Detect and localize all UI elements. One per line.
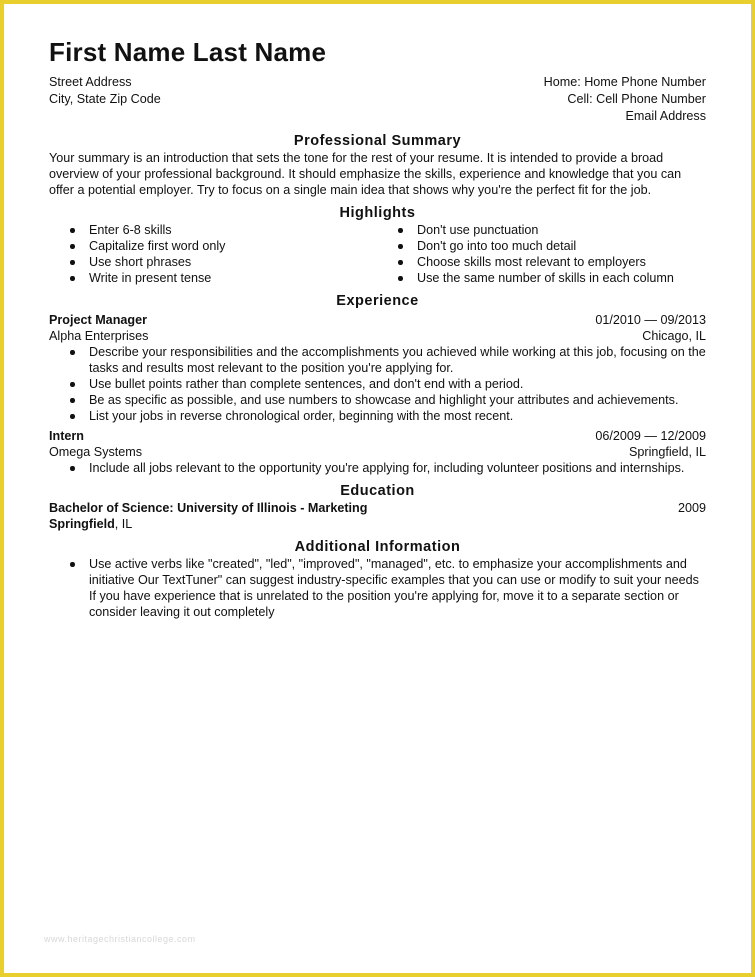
education-heading: Education bbox=[340, 483, 415, 499]
job-bullet: Include all jobs relevant to the opportunity you're applying for, including volunteer positions and internships. bbox=[49, 460, 706, 476]
highlight-item: Choose skills most relevant to employers bbox=[377, 254, 674, 270]
job-location: Springfield, IL bbox=[628, 445, 706, 459]
job-bullets bbox=[49, 344, 706, 424]
highlight-item: Don't go into too much detail bbox=[377, 238, 674, 254]
watermark-text: www.heritagechristiancollege.com bbox=[44, 934, 196, 944]
job-company-row bbox=[49, 444, 706, 460]
job-bullet: List your jobs in reverse chronological order, beginning with the most recent. bbox=[49, 408, 706, 424]
additional-heading: Additional Information bbox=[294, 539, 461, 555]
job-entry bbox=[49, 428, 706, 476]
highlights-list bbox=[49, 222, 706, 286]
job-company: Alpha Enterprises bbox=[49, 329, 149, 343]
summary-heading: Professional Summary bbox=[293, 133, 462, 149]
summary-text: Your summary is an introduction that sets the tone for the rest of your resume. It is intended to provide a broad overview of your professional background. It should emphasize the skills, experience and knowledge that you can offer a potential employer. Try to focus on a single main idea that shows why you're the perfect fit for the job. bbox=[49, 151, 682, 197]
job-bullet: Use bullet points rather than complete sentences, and don't end with a period. bbox=[49, 376, 706, 392]
education-year: 2009 bbox=[677, 501, 706, 515]
job-bullet: Describe your responsibilities and the accomplishments you achieved while working at this job, focusing on the tasks and results most relevant to the position you're applying for. bbox=[49, 344, 706, 376]
highlight-item: Use the same number of skills in each column bbox=[377, 270, 674, 286]
cell-phone: Cell: Cell Phone Number bbox=[567, 92, 706, 106]
job-dates: 01/2010 — 09/2013 bbox=[595, 313, 706, 327]
highlight-item: Use short phrases bbox=[49, 254, 377, 270]
address-column bbox=[49, 74, 161, 125]
education-state: , IL bbox=[114, 517, 133, 531]
home-phone: Home: Home Phone Number bbox=[543, 75, 706, 89]
job-title-row bbox=[49, 428, 706, 444]
education-city: Springfield bbox=[49, 517, 115, 531]
highlights-heading: Highlights bbox=[339, 205, 416, 221]
contact-block bbox=[49, 74, 706, 125]
job-bullets bbox=[49, 460, 706, 476]
highlights-right-column bbox=[377, 222, 674, 286]
job-dates: 06/2009 — 12/2009 bbox=[595, 429, 706, 443]
candidate-name: First Name Last Name bbox=[49, 37, 327, 67]
highlight-item: Capitalize first word only bbox=[49, 238, 377, 254]
additional-bullet: Use active verbs like "created", "led", "improved", "managed", etc. to emphasize your accomplishments and initiative Our TextTuner" can suggest industry-specific examples that you can use or modify to suit your needs If you have experience that is unrelated to the position you're applying for, move it to a separate section or consider leaving it out completely bbox=[49, 556, 706, 620]
phone-email-column bbox=[544, 74, 706, 125]
additional-bullets bbox=[49, 556, 706, 620]
job-company: Omega Systems bbox=[49, 445, 143, 459]
job-title: Project Manager bbox=[49, 313, 147, 327]
job-company-row bbox=[49, 328, 706, 344]
highlight-item: Write in present tense bbox=[49, 270, 377, 286]
job-title-row bbox=[49, 312, 706, 328]
highlights-left-column bbox=[49, 222, 377, 286]
resume-content bbox=[49, 36, 706, 620]
job-entry bbox=[49, 312, 706, 424]
education-location-row bbox=[49, 516, 706, 532]
education-location bbox=[49, 516, 132, 532]
job-location: Chicago, IL bbox=[642, 329, 706, 343]
education-degree: Bachelor of Science: University of Illinois - Marketing bbox=[49, 501, 368, 515]
highlight-item: Enter 6-8 skills bbox=[49, 222, 377, 238]
email-address: Email Address bbox=[625, 109, 706, 123]
experience-heading: Experience bbox=[336, 293, 419, 309]
job-title: Intern bbox=[49, 429, 84, 443]
highlight-item: Don't use punctuation bbox=[377, 222, 674, 238]
street-address: Street Address bbox=[49, 75, 132, 89]
job-bullet: Be as specific as possible, and use numbers to showcase and highlight your attributes and achievements. bbox=[49, 392, 706, 408]
education-degree-row bbox=[49, 500, 706, 516]
city-state-zip: City, State Zip Code bbox=[49, 92, 161, 106]
